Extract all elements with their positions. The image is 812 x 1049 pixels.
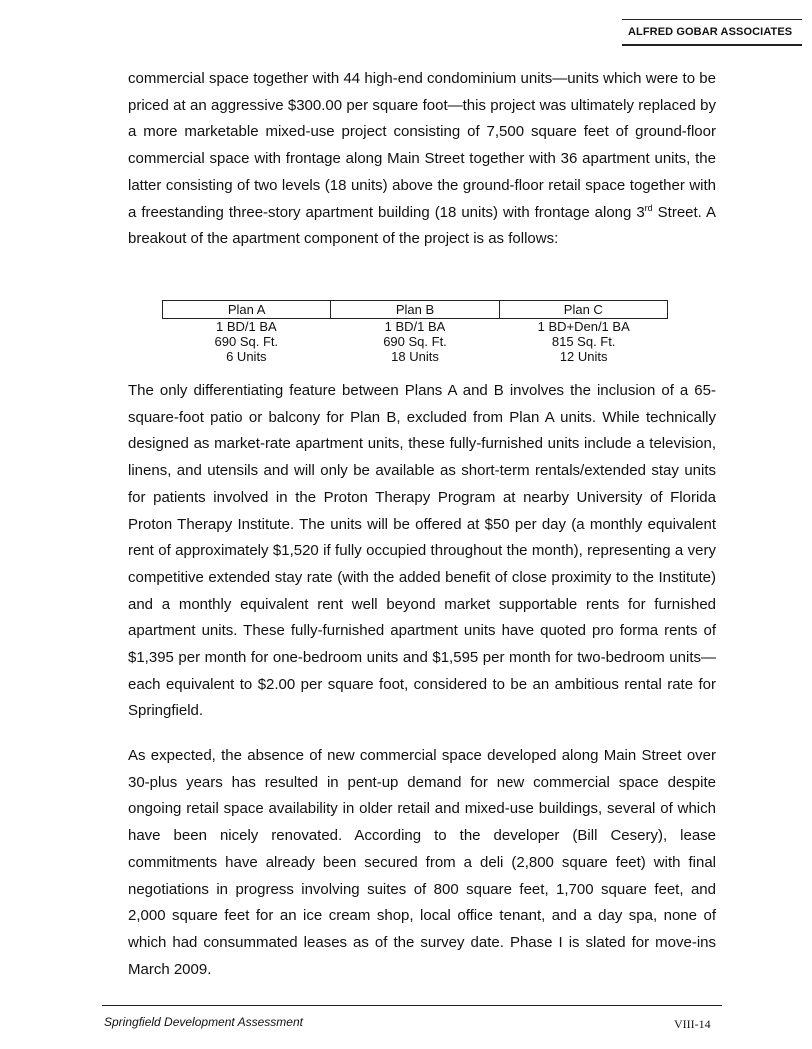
plan-b-bed-bath: 1 BD/1 BA [384, 319, 446, 334]
plan-a-units: 6 Units [226, 349, 267, 364]
plan-b-column [331, 319, 500, 364]
header-rule-top [622, 19, 802, 20]
paragraph-1 [128, 66, 716, 253]
plan-b-header: Plan B [331, 301, 499, 318]
plan-a-bed-bath: 1 BD/1 BA [215, 319, 277, 334]
plan-b-units: 18 Units [391, 349, 439, 364]
paragraph-1-text-a: commercial space together with 44 high-end condominium units—units which were to be priced at an aggressive $300.00 per square foot—this project was ultimately replaced by a more marketable mixed-use project consisting of 7,500 square feet of ground-floor commercial space with frontage along Main Street together with 36 apartment units, the latter consisting of two levels (18 units) above the ground-floor retail space together with a freestanding three-story apartment building (18 units) with frontage along 3 [128, 70, 716, 221]
paragraph-3-text: As expected, the absence of new commercial space developed along Main Street over 30-plus years has resulted in pent-up demand for new commercial space despite ongoing retail space availability in older retail and mixed-use buildings, several of which have been nicely renovated. According to the developer (Bill Cesery), lease commitments have already been secured from a deli (2,800 square feet) with final negotiations in progress involving suites of 800 square feet, 1,700 square feet, and 2,000 square feet for an ice cream shop, local office tenant, and a day spa, none of which had consummated leases as of the survey date. Phase I is slated for move-ins March 2009. [128, 747, 716, 978]
plan-c-header: Plan C [563, 302, 603, 317]
header-rule-bottom [622, 44, 802, 46]
paragraph-1-text-b: Street. A breakout of the apartment component of the project is as follows: [128, 203, 716, 248]
plan-c-sqft: 815 Sq. Ft. [551, 334, 616, 349]
plan-a-sqft: 690 Sq. Ft. [214, 334, 279, 349]
plan-table [162, 300, 668, 364]
ordinal-superscript: rd [644, 202, 653, 213]
paragraph-2 [128, 378, 716, 725]
plan-a-column [162, 319, 331, 364]
plan-b-sqft: 690 Sq. Ft. [383, 334, 447, 349]
footer-document-title: Springfield Development Assessment [104, 1015, 303, 1029]
plan-table-header-row [162, 300, 668, 319]
footer-page-number: VIII-14 [674, 1017, 711, 1031]
paragraph-3 [128, 743, 716, 983]
plan-c-units: 12 Units [559, 349, 608, 364]
plan-a-header: Plan A [163, 301, 331, 318]
plan-table-body [162, 319, 668, 364]
header-org-name: ALFRED GOBAR ASSOCIATES [628, 26, 793, 38]
plan-c-bed-bath: 1 BD+Den/1 BA [537, 319, 630, 334]
plan-c-column [499, 319, 668, 364]
footer-rule [102, 1005, 722, 1006]
paragraph-2-text: The only differentiating feature between Plans A and B involves the inclusion of a 65-square-foot patio or balcony for Plan B, excluded from Plan A units. While technically designed as market-rate apartment units, these fully-furnished units include a television, linens, and utensils and will only be available as short-term rentals/extended stay units for patients involved in the Proton Therapy Program at nearby University of Florida Proton Therapy Institute. The units will be offered at $50 per day (a monthly equivalent rent of approximately $1,520 if fully occupied throughout the month), representing a very competitive extended stay rate (with the added benefit of close proximity to the Institute) and a monthly equivalent rent well beyond market supportable rents for furnished apartment units. These fully-furnished apartment units have quoted pro forma rents of $1,395 per month for one-bedroom units and $1,595 per month for two-bedroom units—each equivalent to $2.00 per square foot, considered to be an ambitious rental rate for Springfield. [128, 382, 716, 720]
